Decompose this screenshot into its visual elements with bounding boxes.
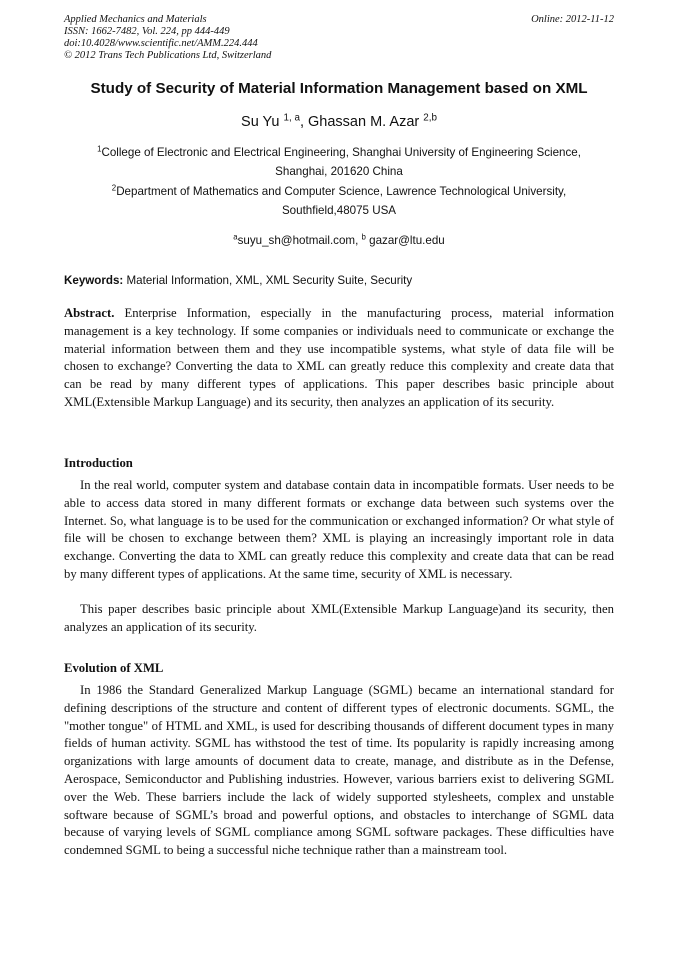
online-date-text: Online: 2012-11-12 bbox=[531, 14, 614, 25]
evolution-paragraph-1: In 1986 the Standard Generalized Markup Language (SGML) became an international standard for defining descriptions of the structure and content of different types of electronic documents. SGML, the "mother tongue" of HTML and XML, is used for describing thousands of different document types in many fields of human activity. SGML has withstood the test of time. Its popularity is rapidly increasing among organizations with large amounts of document data to create, manage, and distribute as in the Defense, Aerospace, Semiconductor and Publishing industries. However, various barriers exist to delivering SGML over the Web. These barriers include the lack of widely supported stylesheets, complex and unstable software because of SGML’s broad and powerful options, and obstacles to interchange of SGML data because of varying levels of SGML compliance among SGML software packages. These difficulties have condemned SGML to being a successful niche technique rather than a mainstream tool. bbox=[64, 683, 614, 858]
keywords bbox=[64, 273, 614, 289]
abstract bbox=[64, 305, 614, 412]
affiliation-1-text-1: College of Electronic and Electrical Engineering, Shanghai University of Engineering Science, bbox=[101, 146, 581, 159]
affiliation-1 bbox=[64, 143, 614, 181]
introduction-paragraph-2: This paper describes basic principle about XML(Extensible Markup Language)and its security, then analyzes an application of its security. bbox=[64, 602, 614, 634]
online-date bbox=[531, 14, 614, 26]
issn-line: ISSN: 1662-7482, Vol. 224, pp 444-449 bbox=[64, 26, 230, 37]
author-1: Su Yu bbox=[241, 114, 280, 130]
introduction-paragraph-1: In the real world, computer system and database contain data in incompatible formats. User needs to be able to access data stored in many different formats or exchange data between such systems over the Internet. So, what language is to be used for the communication or exchanged information? Or what style of file will be chosen to exchange between them? XML is playing an increasingly important role in data exchange. Converting the data to XML can greatly reduce this complexity and create data that can be read by many different types of applications. At the same time, security of XML is necessary. bbox=[64, 478, 614, 581]
email-a-superscript: a bbox=[233, 232, 238, 242]
abstract-label: Abstract. bbox=[64, 306, 115, 320]
keywords-label: Keywords: bbox=[64, 274, 124, 287]
email-b[interactable]: gazar@ltu.edu bbox=[369, 234, 445, 247]
journal-meta bbox=[64, 14, 271, 62]
author-1-superscript: 1, a bbox=[283, 112, 300, 124]
email-b-superscript: b bbox=[361, 232, 366, 242]
section-heading-evolution-of-xml: Evolution of XML bbox=[64, 661, 164, 675]
affiliation-2 bbox=[64, 182, 614, 220]
affiliation-2-line-2: Southfield,48075 USA bbox=[281, 204, 397, 217]
affiliation-1-superscript: 1 bbox=[97, 144, 102, 154]
email-a[interactable]: suyu_sh@hotmail.com bbox=[237, 234, 356, 247]
doi-line: doi:10.4028/www.scientific.net/AMM.224.444 bbox=[64, 38, 258, 49]
abstract-text: Enterprise Information, especially in the manufacturing process, material information management is a key technology. If some companies or individuals need to communicate or exchange the material information between them and they use incompatible systems, what style of data file will be chosen to exchange? Converting the data to XML can greatly reduce this complexity and create data that can be read by many different types of applications. This paper describes basic principle about XML(Extensible Markup Language) and its security, then analyzes an application of its security. bbox=[64, 306, 615, 409]
affiliation-1-line-2: Shanghai, 201620 China bbox=[275, 165, 403, 178]
journal-name: Applied Mechanics and Materials bbox=[64, 14, 207, 25]
paper-title: Study of Security of Material Information Management based on XML bbox=[90, 80, 588, 97]
author-line bbox=[40, 113, 638, 131]
author-emails bbox=[64, 233, 614, 249]
author-2: Ghassan M. Azar bbox=[308, 114, 420, 130]
affiliation-2-line-1 bbox=[64, 182, 614, 201]
affiliation-2-text-1: Department of Mathematics and Computer Science, Lawrence Technological University, bbox=[116, 185, 567, 198]
affiliation-2-superscript: 2 bbox=[111, 183, 117, 193]
author-2-superscript: 2,b bbox=[423, 112, 437, 124]
copyright-line: © 2012 Trans Tech Publications Ltd, Switzerland bbox=[64, 50, 272, 61]
author-separator: , bbox=[299, 114, 309, 130]
affiliation-1-line-1 bbox=[64, 143, 614, 162]
section-heading-introduction: Introduction bbox=[64, 456, 133, 470]
keywords-text: Material Information, XML, XML Security Suite, Security bbox=[126, 274, 413, 287]
email-separator: , bbox=[355, 234, 362, 247]
